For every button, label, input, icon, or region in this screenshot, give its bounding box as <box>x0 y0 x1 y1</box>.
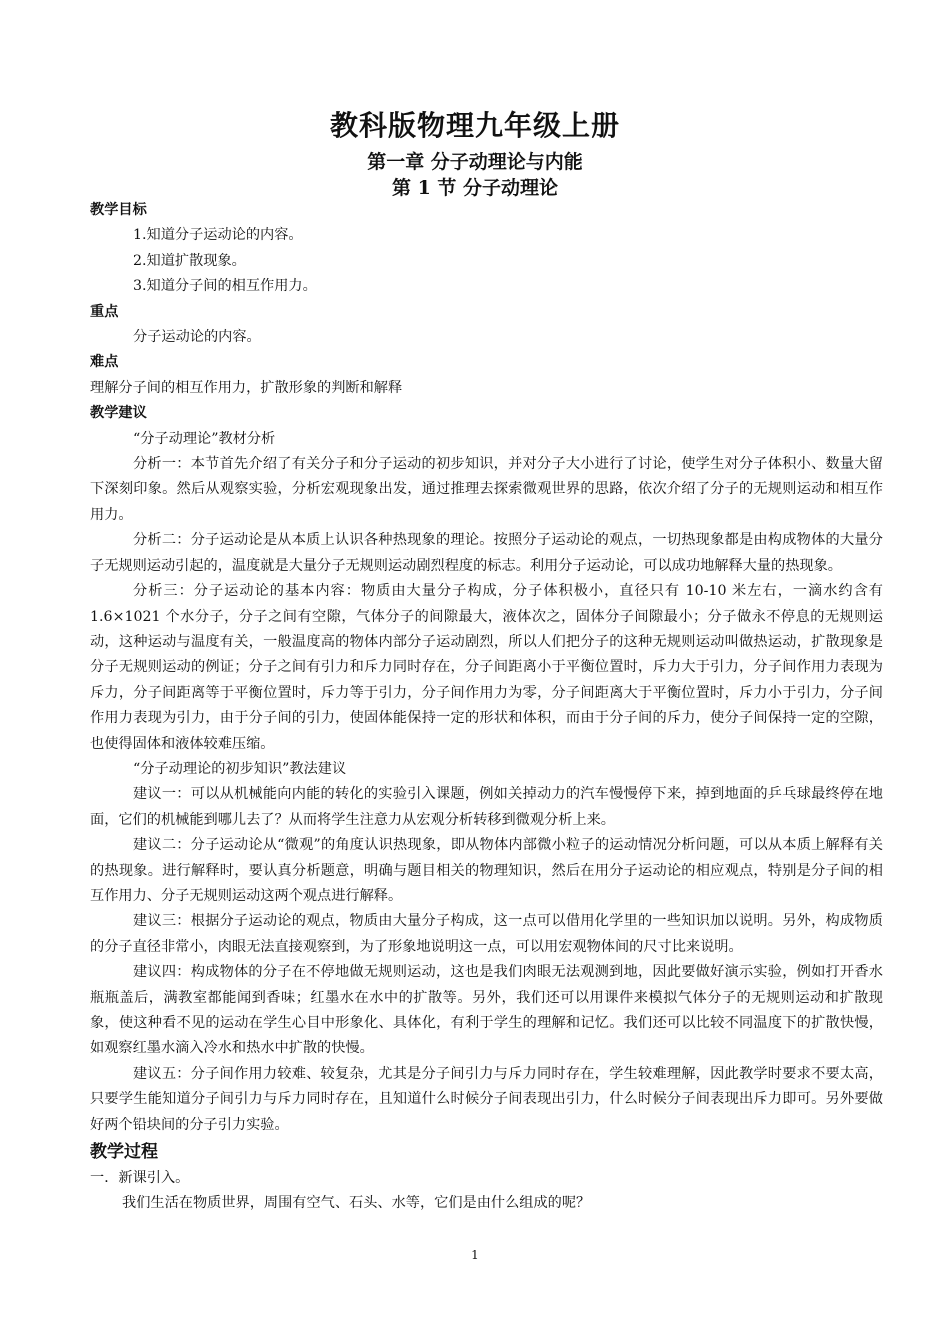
advice-paragraph-5: 建议五：分子间作用力较难、较复杂，尤其是分子间引力与斥力同时存在，学生较难理解，因此教学时要求不要太高，只要学生能知道分子间引力与斥力同时存在，且知道什么时候分子间表现出引力，什么时候分子间表现出斥力即可。另外要做好两个铅块间的分子引力实验。 <box>90 1065 883 1133</box>
key-point-text: 分子运动论的内容。 <box>133 329 261 346</box>
method-title: “分子动理论的初步知识”教法建议 <box>133 760 347 777</box>
objective-item: 1.知道分子运动论的内容。 <box>133 227 303 244</box>
objectives-heading: 教学目标 <box>90 202 147 218</box>
difficulty-heading: 难点 <box>90 354 119 371</box>
section-title: 第 1 节 分子动理论 <box>391 177 559 199</box>
analysis-title: “分子动理论”教材分析 <box>133 430 276 447</box>
advice-paragraph-1: 建议一：可以从机械能向内能的转化的实验引入课题，例如关掉动力的汽车慢慢停下来，掉到地面的乒乓球最终停在地面，它们的机械能到哪儿去了？从而将学生注意力从宏观分析转移到微观分析上来。 <box>90 786 883 828</box>
document-body <box>90 198 883 1217</box>
advice-paragraph-2: 建议二：分子运动论从“微观”的角度认识热现象，即从物体内部微小粒子的运动情况分析问题，可以从本质上解释有关的热现象。进行解释时，要认真分析题意，明确与题目相关的物理知识，然后在用分子运动论的相应观点，特别是分子间的相互作用力、分子无规则运动这两个观点进行解释。 <box>90 837 883 904</box>
objective-item: 2.知道扩散现象。 <box>133 252 246 269</box>
advice-paragraph-3: 建议三：根据分子运动论的观点，物质由大量分子构成，这一点可以借用化学里的一些知识加以说明。另外，构成物质的分子直径非常小，肉眼无法直接观察到，为了形象地说明这一点，可以用宏观物体间的尺寸比来说明。 <box>90 913 883 955</box>
suggestions-heading: 教学建议 <box>90 405 147 422</box>
key-point-heading: 重点 <box>90 303 119 320</box>
page-number: 1 <box>471 1248 479 1262</box>
document-title: 教科版物理九年级上册 <box>329 109 620 142</box>
intro-question: 我们生活在物质世界，周围有空气、石头、水等，它们是由什么组成的呢？ <box>122 1195 591 1212</box>
advice-paragraph-4: 建议四：构成物体的分子在不停地做无规则运动，这也是我们肉眼无法观测到地，因此要做好演示实验，例如打开香水瓶瓶盖后，满教室都能闻到香味；红墨水在水中的扩散等。另外，我们还可以用课件来模拟气体分子的无规则运动和扩散现象，使这种看不见的运动在学生心目中形象化、具体化，有利于学生的理解和记忆。我们还可以比较不同温度下的扩散快慢，如观察红墨水滴入冷水和热水中扩散的快慢。 <box>90 964 883 1057</box>
analysis-paragraph-1: 分析一：本节首先介绍了有关分子和分子运动的初步知识，并对分子大小进行了讨论，使学生对分子体积小、数量大留下深刻印象。然后从观察实验，分析宏观现象出发，通过推理去探索微观世界的思路，依次介绍了分子的无规则运动和相互作用力。 <box>90 456 883 523</box>
analysis-paragraph-2: 分析二：分子运动论是从本质上认识各种热现象的理论。按照分子运动论的观点，一切热现象都是由构成物体的大量分子无规则运动引起的，温度就是大量分子无规则运动剧烈程度的标志。利用分子运动论，可以成功地解释大量的热现象。 <box>90 532 883 574</box>
analysis-paragraph-3: 分析三：分子运动论的基本内容：物质由大量分子构成，分子体积极小，直径只有 10-10 米左右，一滴水约含有 1.6×1021 个水分子，分子之间有空隙，气体分子的间隙最大，液体次之，固体分子间隙最小；分子做永不停息的无规则运动，这种运动与温度有关，一般温度高的物体内部分子运动剧烈，所以人们把分子的这种无规则运动叫做热运动，扩散现象是分子无规则运动的例证；分子之间有引力和斥力同时存在，分子间距离小于平衡位置时，斥力大于引力，分子间作用力表现为斥力，分子间距离等于平衡位置时，斥力等于引力，分子间作用力为零，分子间距离大于平衡位置时，斥力小于引力，分子间作用力表现为引力，由于分子间的引力，使固体能保持一定的形状和体积，而由于分子间的斥力，使分子间保持一定的空隙，也使得固体和液体较难压缩。 <box>90 583 883 752</box>
difficulty-text: 理解分子间的相互作用力，扩散形象的判断和解释 <box>90 379 403 396</box>
chapter-title: 第一章 分子动理论与内能 <box>367 151 583 173</box>
process-step-1: 一．新课引入。 <box>90 1170 190 1187</box>
process-heading: 教学过程 <box>90 1142 158 1163</box>
objective-item: 3.知道分子间的相互作用力。 <box>133 278 317 295</box>
